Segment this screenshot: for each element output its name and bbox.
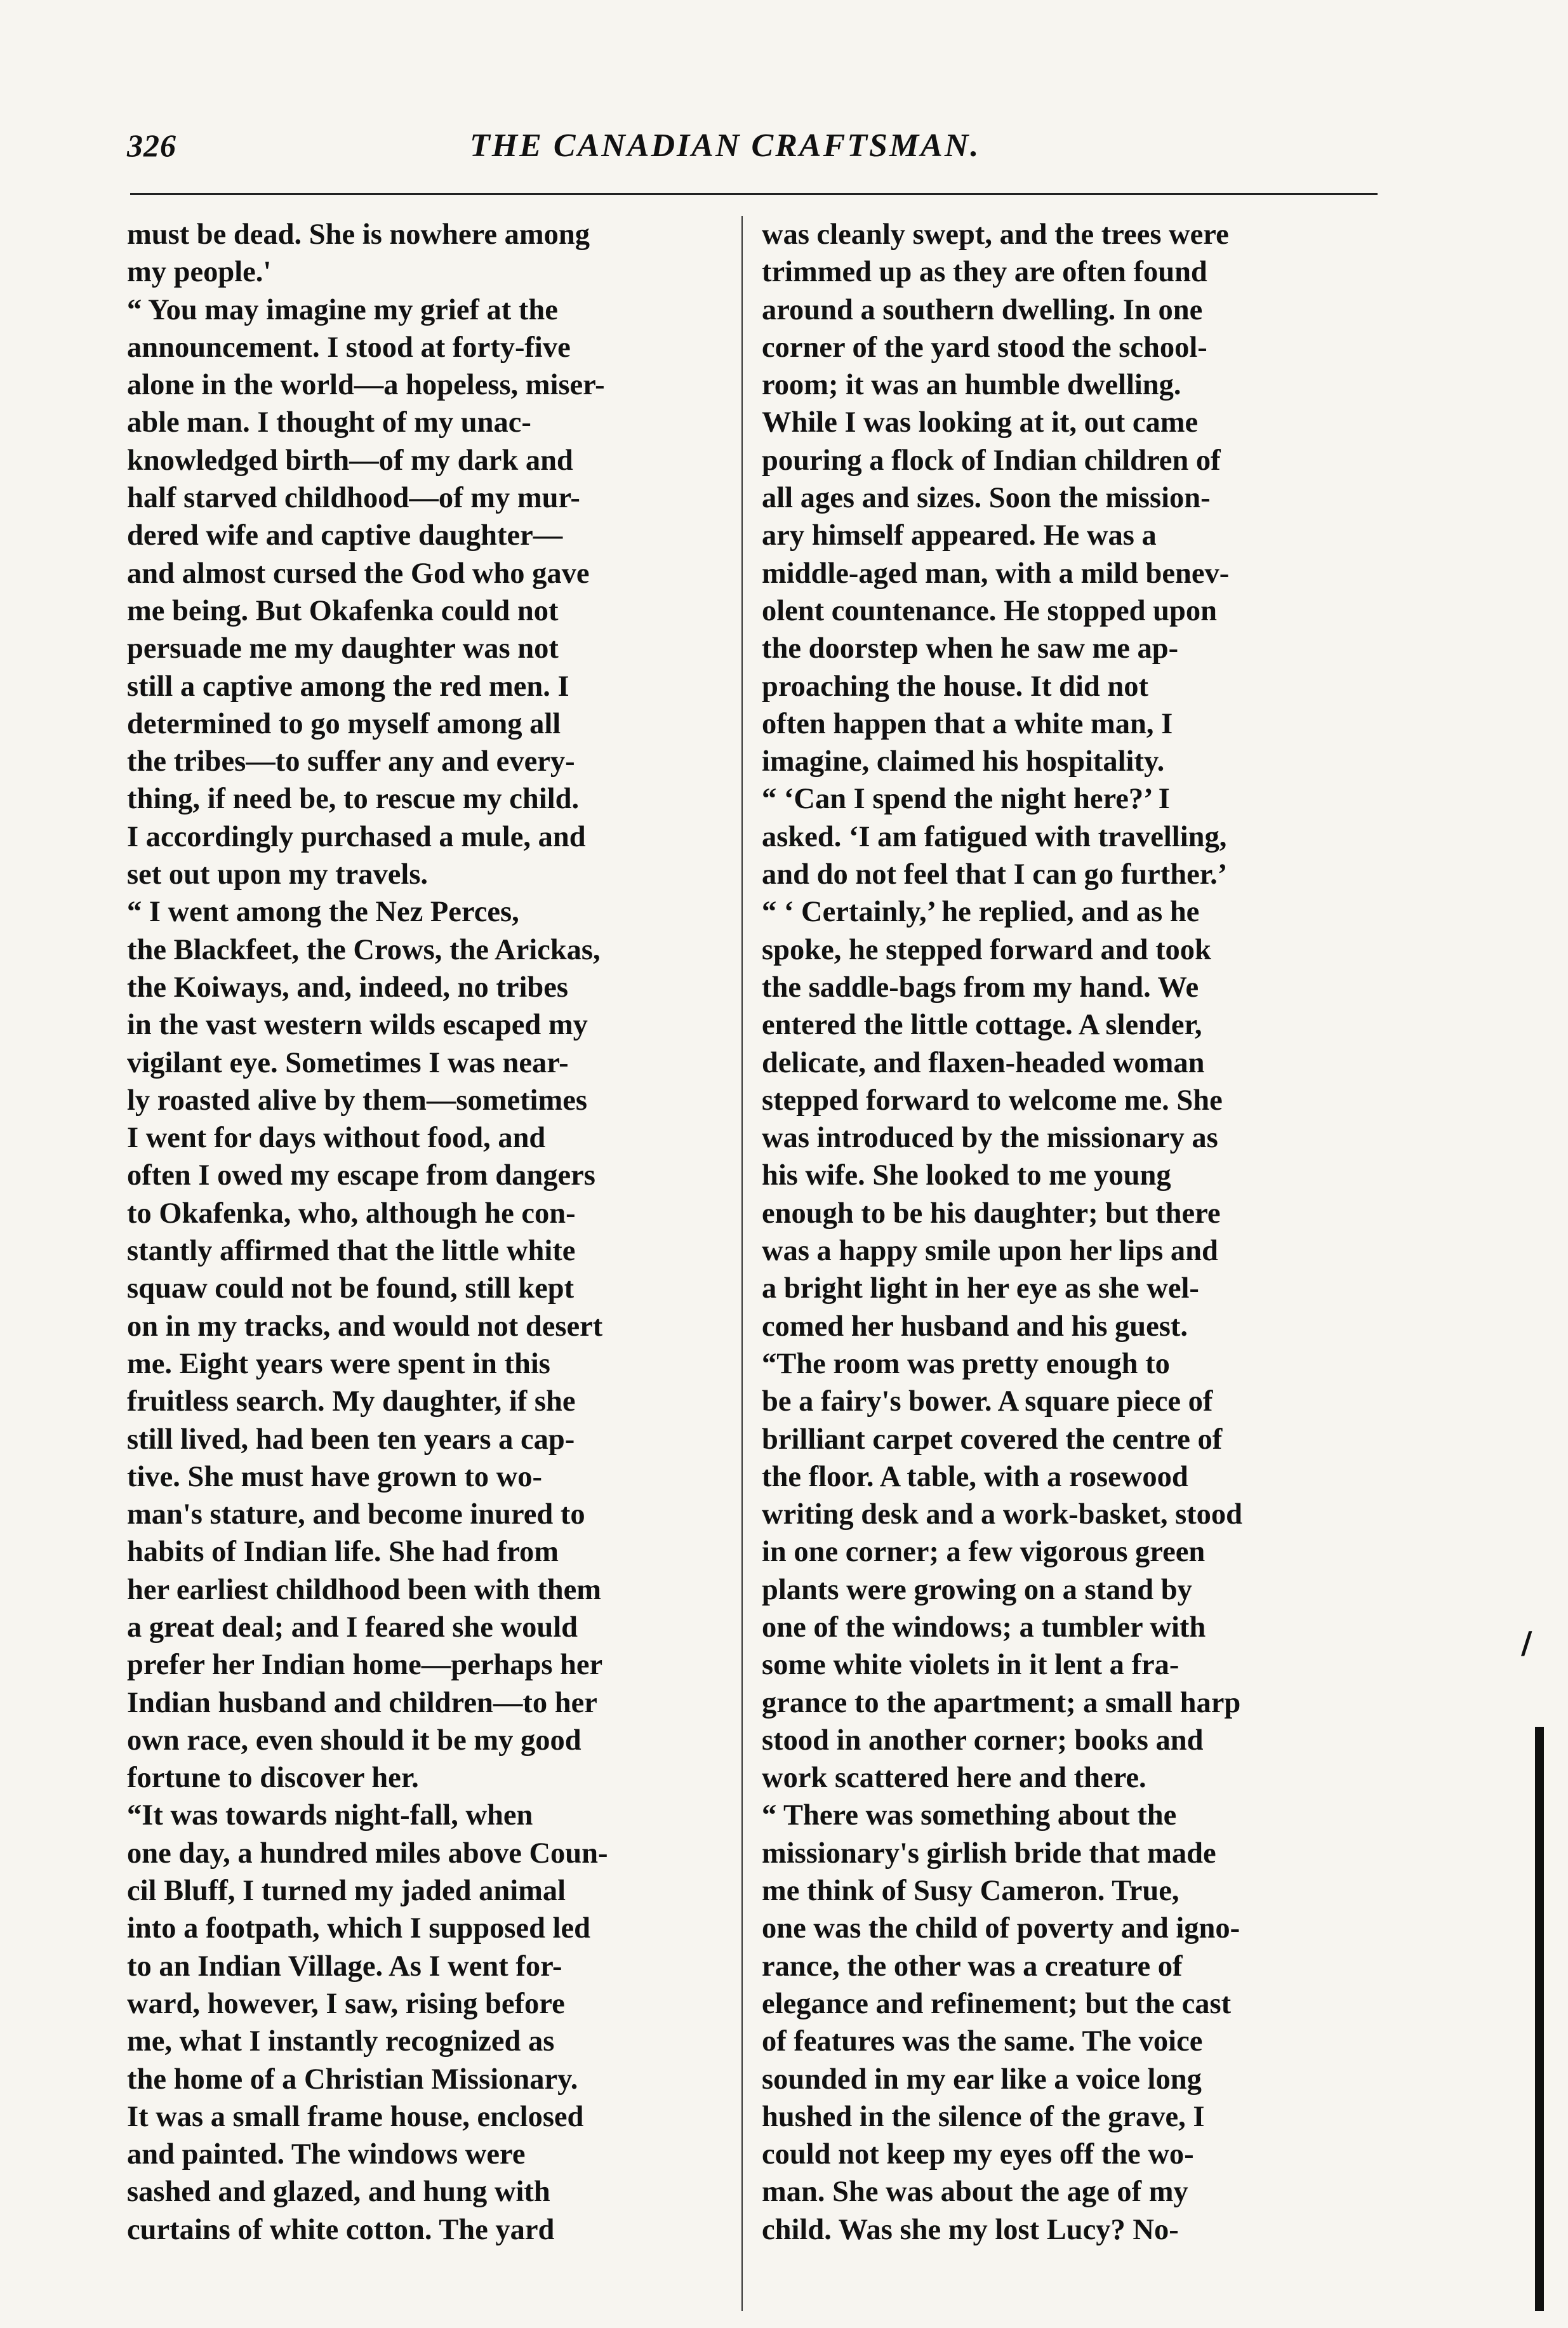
- text-line: half starved childhood—of my mur-: [127, 482, 580, 515]
- text-line: often happen that a white man, I: [762, 707, 1173, 740]
- text-line: “ ‘Can I spend the night here?’ I: [762, 783, 1170, 816]
- header-rule: [130, 193, 1378, 195]
- text-line: grance to the apartment; a small harp: [762, 1686, 1241, 1719]
- text-line: alone in the world—a hopeless, miser-: [127, 369, 605, 402]
- text-line: elegance and refinement; but the cast: [762, 1987, 1232, 2020]
- page-number: 326: [127, 128, 176, 163]
- text-line: “The room was pretty enough to: [762, 1347, 1170, 1380]
- text-line: could not keep my eyes off the wo-: [762, 2138, 1194, 2171]
- text-line: curtains of white cotton. The yard: [127, 2213, 555, 2246]
- text-line: a great deal; and I feared she would: [127, 1611, 578, 1644]
- text-line: her earliest childhood been with them: [127, 1573, 601, 1606]
- text-line: man's stature, and become inured to: [127, 1498, 585, 1531]
- text-line: ward, however, I saw, rising before: [127, 1987, 565, 2020]
- text-line: some white violets in it lent a fra-: [762, 1649, 1179, 1682]
- text-line: ary himself appeared. He was a: [762, 519, 1157, 552]
- text-line: While I was looking at it, out came: [762, 406, 1199, 439]
- text-line: comed her husband and his guest.: [762, 1310, 1188, 1343]
- text-line: thing, if need be, to rescue my child.: [127, 783, 580, 816]
- text-line: olent countenance. He stopped upon: [762, 594, 1217, 627]
- text-line: must be dead. She is nowhere among: [127, 218, 590, 251]
- text-line: brilliant carpet covered the centre of: [762, 1423, 1223, 1456]
- text-line: still a captive among the red men. I: [127, 670, 569, 703]
- text-line: was a happy smile upon her lips and: [762, 1235, 1218, 1268]
- text-line: and almost cursed the God who gave: [127, 557, 590, 590]
- text-line: “ You may imagine my grief at the: [127, 293, 558, 326]
- text-line: sounded in my ear like a voice long: [762, 2063, 1202, 2096]
- text-line: It was a small frame house, enclosed: [127, 2100, 584, 2133]
- text-line: “ ‘ Certainly,’ he replied, and as he: [762, 896, 1200, 929]
- text-line: sashed and glazed, and hung with: [127, 2176, 550, 2209]
- text-line: me, what I instantly recognized as: [127, 2025, 555, 2058]
- text-line: rance, the other was a creature of: [762, 1950, 1183, 1983]
- text-line: knowledged birth—of my dark and: [127, 444, 573, 477]
- text-line: corner of the yard stood the school-: [762, 331, 1207, 364]
- text-line: the Blackfeet, the Crows, the Arickas,: [127, 933, 601, 966]
- text-line: squaw could not be found, still kept: [127, 1272, 575, 1305]
- text-line: to Okafenka, who, although he con-: [127, 1197, 576, 1230]
- text-line: of features was the same. The voice: [762, 2025, 1203, 2058]
- text-line: prefer her Indian home—perhaps her: [127, 1649, 603, 1682]
- text-line: in one corner; a few vigorous green: [762, 1536, 1206, 1569]
- text-line: to an Indian Village. As I went for-: [127, 1950, 562, 1983]
- text-line: fruitless search. My daughter, if she: [127, 1385, 576, 1418]
- text-line: fortune to discover her.: [127, 1762, 419, 1795]
- text-line: me being. But Okafenka could not: [127, 594, 559, 627]
- text-line: dered wife and captive daughter—: [127, 519, 563, 552]
- text-line: stepped forward to welcome me. She: [762, 1084, 1223, 1117]
- text-line: set out upon my travels.: [127, 858, 429, 891]
- text-line: room; it was an humble dwelling.: [762, 369, 1181, 402]
- text-line: one day, a hundred miles above Coun-: [127, 1837, 608, 1870]
- text-line: stantly affirmed that the little white: [127, 1235, 576, 1268]
- text-line: my people.': [127, 256, 272, 289]
- text-line: still lived, had been ten years a cap-: [127, 1423, 575, 1456]
- text-line: enough to be his daughter; but there: [762, 1197, 1221, 1230]
- text-line: around a southern dwelling. In one: [762, 293, 1203, 326]
- text-line: able man. I thought of my unac-: [127, 406, 531, 439]
- column-divider: [741, 216, 743, 2311]
- text-line: announcement. I stood at forty-five: [127, 331, 571, 364]
- text-line: be a fairy's bower. A square piece of: [762, 1385, 1213, 1418]
- text-line: writing desk and a work-basket, stood: [762, 1498, 1243, 1531]
- text-line: often I owed my escape from dangers: [127, 1159, 595, 1192]
- text-line: one was the child of poverty and igno-: [762, 1912, 1240, 1945]
- text-line: determined to go myself among all: [127, 707, 561, 740]
- text-line: asked. ‘I am fatigued with travelling,: [762, 820, 1227, 853]
- text-line: plants were growing on a stand by: [762, 1573, 1192, 1606]
- running-title: THE CANADIAN CRAFTSMAN.: [470, 128, 981, 164]
- text-line: “ There was something about the: [762, 1799, 1177, 1832]
- text-line: a bright light in her eye as she wel-: [762, 1272, 1199, 1305]
- text-line: man. She was about the age of my: [762, 2176, 1188, 2209]
- text-line: delicate, and flaxen-headed woman: [762, 1046, 1205, 1079]
- text-line: all ages and sizes. Soon the mission-: [762, 482, 1211, 515]
- text-line: “It was towards night-fall, when: [127, 1799, 533, 1832]
- text-line: persuade me my daughter was not: [127, 632, 559, 665]
- left-column: [127, 216, 724, 2249]
- text-line: into a footpath, which I supposed led: [127, 1912, 590, 1945]
- text-line: the Koiways, and, indeed, no tribes: [127, 971, 569, 1004]
- text-line: work scattered here and there.: [762, 1762, 1146, 1795]
- page-edge-mark: [1535, 1727, 1544, 2311]
- text-line: hushed in the silence of the grave, I: [762, 2100, 1205, 2133]
- text-line: on in my tracks, and would not desert: [127, 1310, 603, 1343]
- text-line: I accordingly purchased a mule, and: [127, 820, 586, 853]
- text-line: habits of Indian life. She had from: [127, 1536, 559, 1569]
- text-line: the floor. A table, with a rosewood: [762, 1460, 1188, 1493]
- page-header: [127, 127, 1371, 184]
- text-line: imagine, claimed his hospitality.: [762, 745, 1165, 778]
- text-line: the tribes—to suffer any and every-: [127, 745, 575, 778]
- right-column: [762, 216, 1359, 2249]
- text-line: one of the windows; a tumbler with: [762, 1611, 1206, 1644]
- text-line: and painted. The windows were: [127, 2138, 526, 2171]
- text-line: spoke, he stepped forward and took: [762, 933, 1211, 966]
- margin-mark: /: [1521, 1625, 1532, 1661]
- text-line: vigilant eye. Sometimes I was near-: [127, 1046, 569, 1079]
- text-line: child. Was she my lost Lucy? No-: [762, 2213, 1179, 2246]
- text-line: in the vast western wilds escaped my: [127, 1009, 588, 1042]
- text-line: Indian husband and children—to her: [127, 1686, 597, 1719]
- text-line: middle-aged man, with a mild benev-: [762, 557, 1230, 590]
- text-line: proaching the house. It did not: [762, 670, 1148, 703]
- text-line: entered the little cottage. A slender,: [762, 1009, 1202, 1042]
- text-line: and do not feel that I can go further.’: [762, 858, 1228, 891]
- text-line: trimmed up as they are often found: [762, 256, 1207, 289]
- text-line: I went for days without food, and: [127, 1122, 546, 1155]
- text-line: the saddle-bags from my hand. We: [762, 971, 1199, 1004]
- text-line: own race, even should it be my good: [127, 1724, 581, 1757]
- text-line: ly roasted alive by them—sometimes: [127, 1084, 587, 1117]
- text-line: tive. She must have grown to wo-: [127, 1460, 542, 1493]
- text-line: the home of a Christian Missionary.: [127, 2063, 578, 2096]
- text-line: was cleanly swept, and the trees were: [762, 218, 1229, 251]
- text-line: missionary's girlish bride that made: [762, 1837, 1216, 1870]
- text-line: stood in another corner; books and: [762, 1724, 1204, 1757]
- text-line: was introduced by the missionary as: [762, 1122, 1218, 1155]
- text-line: pouring a flock of Indian children of: [762, 444, 1221, 477]
- text-line: me think of Susy Cameron. True,: [762, 1875, 1179, 1908]
- text-line: cil Bluff, I turned my jaded animal: [127, 1875, 566, 1908]
- text-line: his wife. She looked to me young: [762, 1159, 1171, 1192]
- text-line: “ I went among the Nez Perces,: [127, 896, 519, 929]
- text-line: the doorstep when he saw me ap-: [762, 632, 1179, 665]
- text-line: me. Eight years were spent in this: [127, 1347, 550, 1380]
